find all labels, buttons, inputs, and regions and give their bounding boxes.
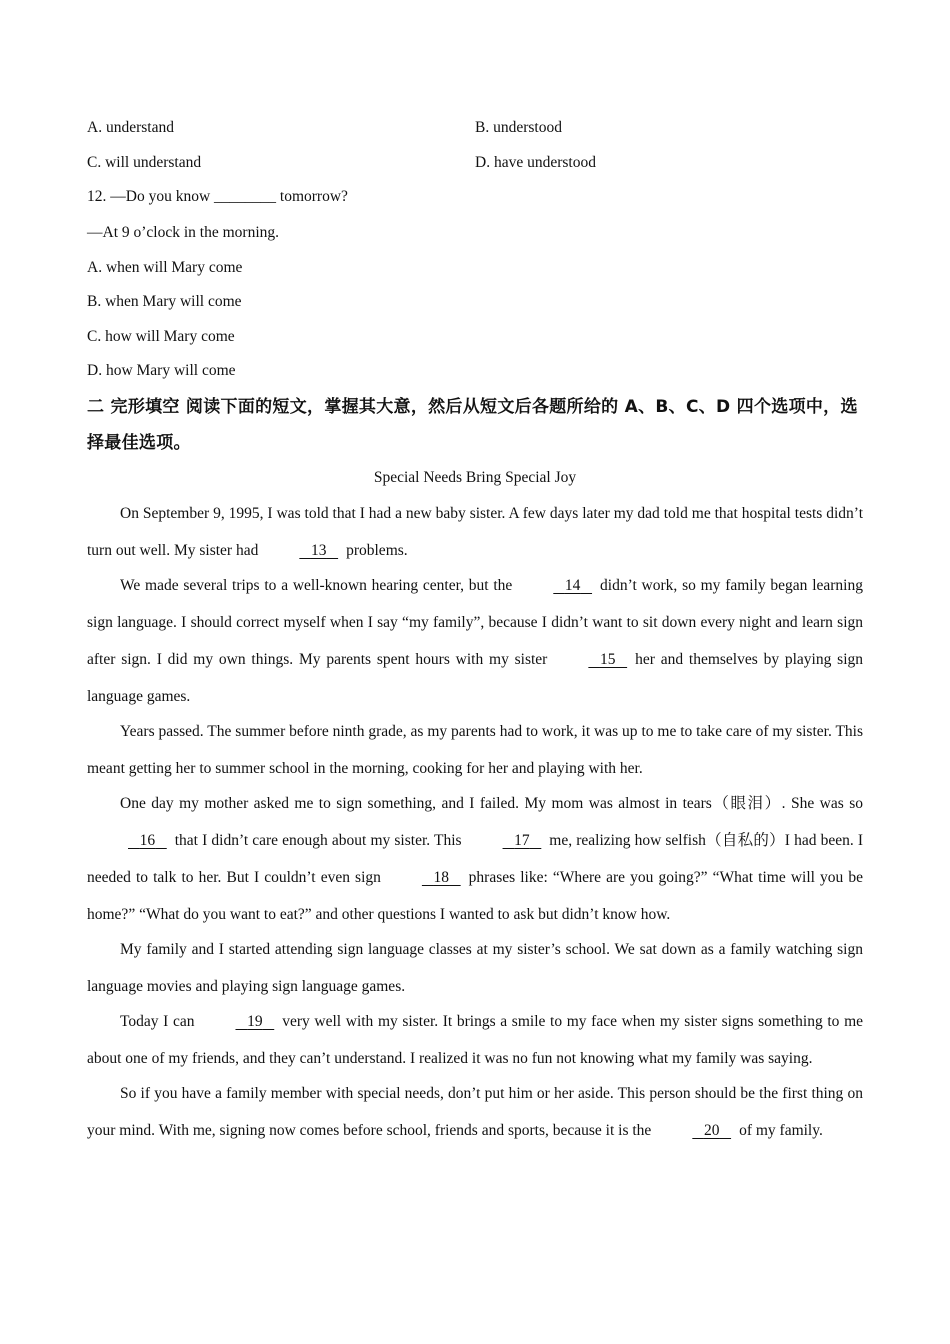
blank-20[interactable]: 20 [703, 1122, 720, 1139]
q11-option-d[interactable]: D. have understood [475, 154, 596, 171]
q12-answer-line: —At 9 o’clock in the morning. [87, 224, 279, 241]
blank-15[interactable]: 15 [599, 651, 616, 668]
q12-stem: 12. —Do you know ________ tomorrow? [87, 188, 348, 205]
paragraph-1 [87, 495, 863, 569]
q11-option-c[interactable]: C. will understand [87, 154, 202, 171]
text: her and themselves by playing sign language games. [87, 651, 864, 705]
passage-title: Special Needs Bring Special Joy [373, 469, 577, 486]
q12-option-a[interactable]: A. when will Mary come [87, 259, 243, 276]
paragraph-5 [87, 931, 863, 1005]
text: didn’t work, so my family began learning sign language. I should correct myself when I say “my family”, because I didn’t want to sit down every night and learn sign after sign. I did my own things. My parents spent hours with my sister [87, 577, 863, 668]
paragraph-2 [87, 567, 863, 715]
section-heading: 二 完形填空 阅读下面的短文，掌握其大意，然后从短文后各题所给的 A、B、C、D 四个选项中，选择最佳选项。 [87, 397, 858, 453]
text: One day my mother asked me to sign something, and I failed. My mom was almost in tears（眼泪）. She was so [120, 795, 863, 812]
blank-19[interactable]: 19 [247, 1013, 263, 1030]
blank-13[interactable]: 13 [310, 542, 327, 559]
q12-option-c[interactable]: C. how will Mary come [87, 328, 235, 345]
text: Today I can [120, 1013, 195, 1030]
text: problems. [346, 542, 408, 559]
passage-body [87, 495, 863, 1147]
text: My family and I started attending sign language classes at my sister’s school. We sat down as a family watching sign language movies and playing sign language games. [87, 941, 863, 995]
paragraph-7 [87, 1075, 863, 1149]
blank-16[interactable]: 16 [139, 832, 156, 849]
q11-option-a[interactable]: A. understand [87, 119, 174, 136]
text: We made several trips to a well-known hearing center, but the [120, 577, 513, 594]
text: me, realizing how selfish（自私的）I had been. I needed to talk to her. But I couldn’t even sign [87, 832, 864, 886]
q11-option-b[interactable]: B. understood [475, 119, 562, 136]
blank-17[interactable]: 17 [514, 832, 530, 849]
blank-14[interactable]: 14 [564, 577, 581, 594]
q12-option-b[interactable]: B. when Mary will come [87, 293, 242, 310]
paragraph-3 [87, 713, 863, 787]
q12-option-d[interactable]: D. how Mary will come [87, 362, 236, 379]
text: Years passed. The summer before ninth grade, as my parents had to work, it was up to me to take care of my sister. This meant getting her to summer school in the morning, cooking for her and playing with her. [87, 723, 863, 777]
text: So if you have a family member with special needs, don’t put him or her aside. This person should be the first thing on your mind. With me, signing now comes before school, friends and sports, because it is the [87, 1085, 863, 1139]
text: that I didn’t care enough about my sister. This [174, 832, 462, 849]
blank-18[interactable]: 18 [433, 869, 450, 886]
paragraph-6 [87, 1003, 863, 1077]
paragraph-4 [87, 785, 863, 933]
text: of my family. [739, 1122, 823, 1139]
text: On September 9, 1995, I was told that I had a new baby sister. A few days later my dad told me that hospital tests didn’t turn out well. My sister had [87, 505, 863, 559]
text: very well with my sister. It brings a smile to my face when my sister signs something to me about one of my friends, and they can’t understand. I realized it was no fun not knowing what my family was saying. [87, 1013, 864, 1067]
text: phrases like: “Where are you going?” “What time will you be home?” “What do you want to eat?” and other questions I wanted to ask but didn’t know how. [87, 869, 863, 923]
